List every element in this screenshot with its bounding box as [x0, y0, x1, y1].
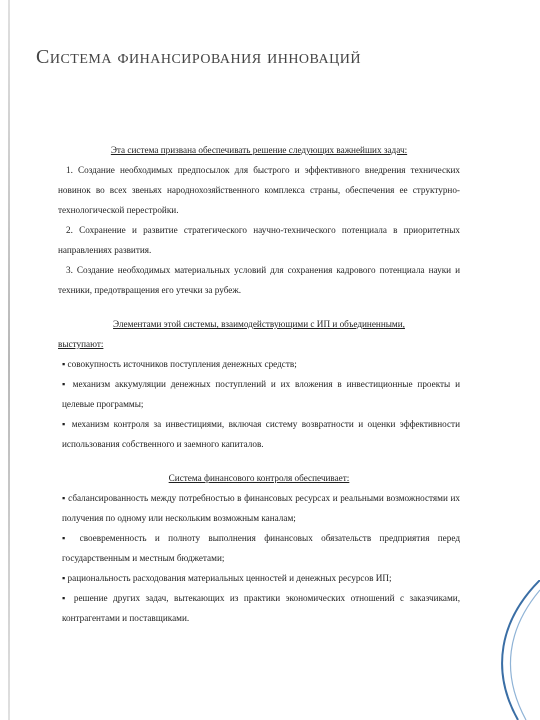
section3-item-4: ▪ решение других задач, вытекающих из практики экономических отношений с заказчиками, контрагентами и поставщиками.	[62, 593, 460, 623]
section1-item-1: 1. Создание необходимых предпосылок для быстрого и эффективного внедрения технических новинок во всех звеньях народнохозяйственного комплекса страны, обеспечения ее структурно-технологической перестройки.	[58, 165, 460, 215]
section2-item-2: ▪ механизм аккумуляции денежных поступлений и их вложения в инвестиционные проекты и целевые программы;	[62, 379, 460, 409]
section2-heading: Элементами этой системы, взаимодействующими с ИП и объединенными,	[113, 319, 405, 329]
section3-heading: Система финансового контроля обеспечивает:	[168, 473, 350, 483]
section2-item-3: ▪ механизм контроля за инвестициями, включая систему возвратности и оценки эффективности использования собственного и заемного капиталов.	[62, 419, 460, 449]
section1-item-2: 2. Сохранение и развитие стратегического научно-технического потенциала в приоритетных направлениях развития.	[58, 225, 460, 255]
section3-item-3: ▪ рациональность расходования материальных ценностей и денежных ресурсов ИП;	[62, 573, 392, 583]
section1-item-3: 3. Создание необходимых материальных условий для сохранения кадрового потенциала науки и техники, предотвращения его утечки за рубеж.	[58, 265, 460, 295]
slide-body	[58, 140, 460, 628]
left-border-line	[8, 0, 10, 720]
slide-title: Система финансирования инноваций	[36, 46, 361, 68]
section3-item-1: ▪ сбалансированность между потребностью в финансовых ресурсах и реальными возможностями их получения по одному или нескольким возможным каналам;	[62, 493, 460, 523]
section1-heading: Эта система призвана обеспечивать решение следующих важнейших задач:	[110, 145, 408, 155]
decorative-corner-curve	[480, 580, 540, 720]
section2-item-1: ▪ совокупность источников поступления денежных средств;	[62, 359, 297, 369]
section3-item-2: ▪ своевременность и полноту выполнения финансовых обязательств предприятия перед государственным и местным бюджетами;	[62, 533, 460, 563]
section2-heading-cont: выступают:	[58, 339, 104, 349]
